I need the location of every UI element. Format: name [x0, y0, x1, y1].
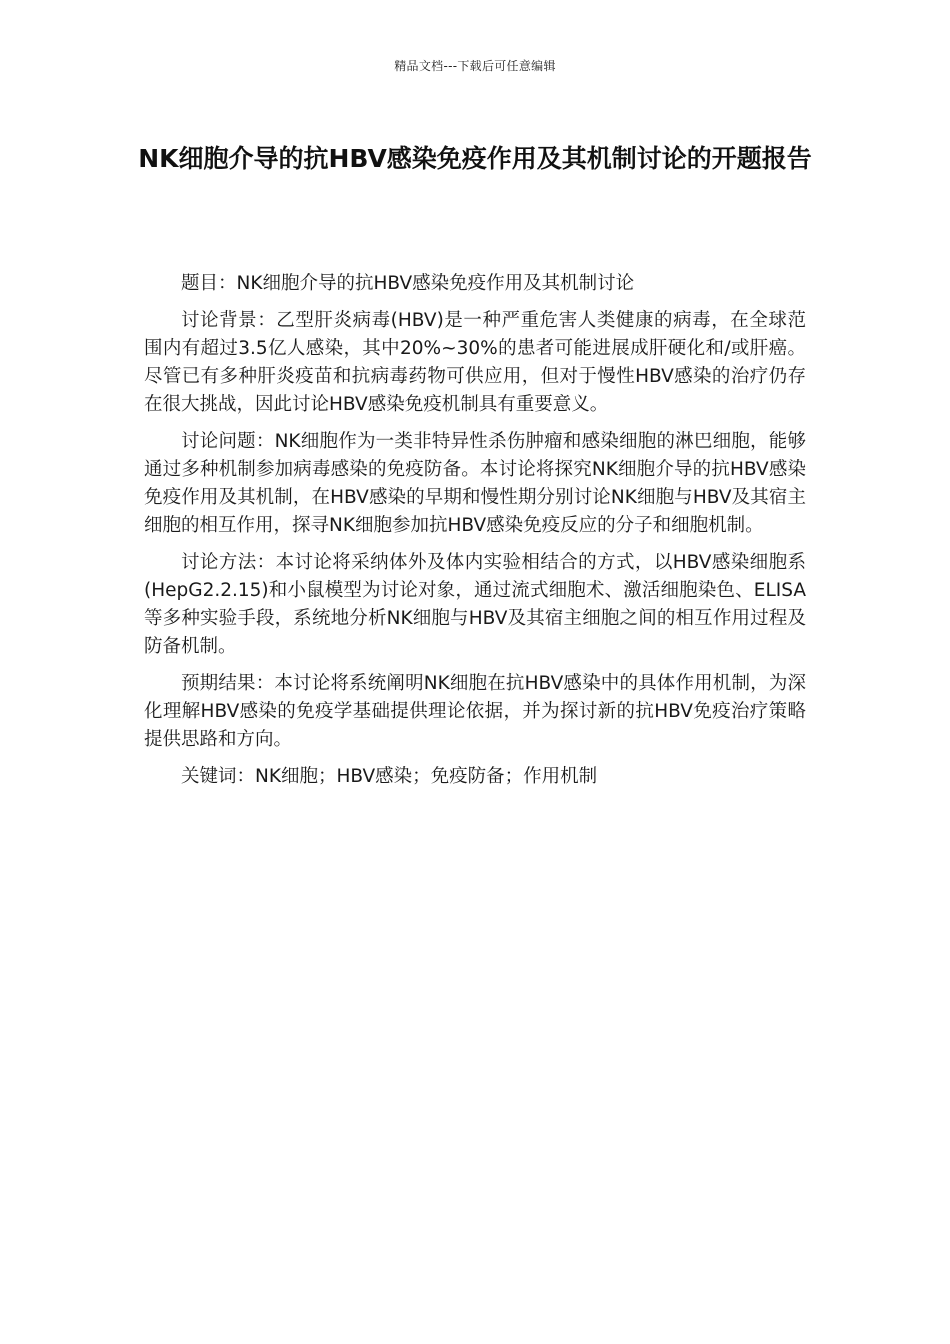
paragraph-topic: 题目：NK细胞介导的抗HBV感染免疫作用及其机制讨论 — [181, 273, 635, 294]
document-body — [144, 270, 806, 800]
document-title: NK细胞介导的抗HBV感染免疫作用及其机制讨论的开题报告 — [138, 144, 812, 173]
paragraph-keywords: 关键词：NK细胞；HBV感染；免疫防备；作用机制 — [181, 766, 598, 787]
paragraph-question: 讨论问题：NK细胞作为一类非特异性杀伤肿瘤和感染细胞的淋巴细胞，能够通过多种机制参加病毒感染的免疫防备。本讨论将探究NK细胞介导的抗HBV感染免疫作用及其机制，在HBV感染的早期和慢性期分别讨论NK细胞与HBV及其宿主细胞的相互作用，探寻NK细胞参加抗HBV感染免疫反应的分子和细胞机制。 — [144, 431, 806, 536]
paragraph-expected-results: 预期结果：本讨论将系统阐明NK细胞在抗HBV感染中的具体作用机制，为深化理解HBV感染的免疫学基础提供理论依据，并为探讨新的抗HBV免疫治疗策略提供思路和方向。 — [144, 673, 806, 750]
page-header: 精品文档---下载后可任意编辑 — [394, 59, 556, 73]
paragraph-method: 讨论方法：本讨论将采纳体外及体内实验相结合的方式，以HBV感染细胞系(HepG2.2.15)和小鼠模型为讨论对象，通过流式细胞术、激活细胞染色、ELISA等多种实验手段，系统地分析NK细胞与HBV及其宿主细胞之间的相互作用过程及防备机制。 — [144, 552, 806, 657]
paragraph-background: 讨论背景：乙型肝炎病毒(HBV)是一种严重危害人类健康的病毒，在全球范围内有超过3.5亿人感染，其中20%~30%的患者可能进展成肝硬化和/或肝癌。尽管已有多种肝炎疫苗和抗病毒药物可供应用，但对于慢性HBV感染的治疗仍存在很大挑战，因此讨论HBV感染免疫机制具有重要意义。 — [144, 310, 806, 415]
